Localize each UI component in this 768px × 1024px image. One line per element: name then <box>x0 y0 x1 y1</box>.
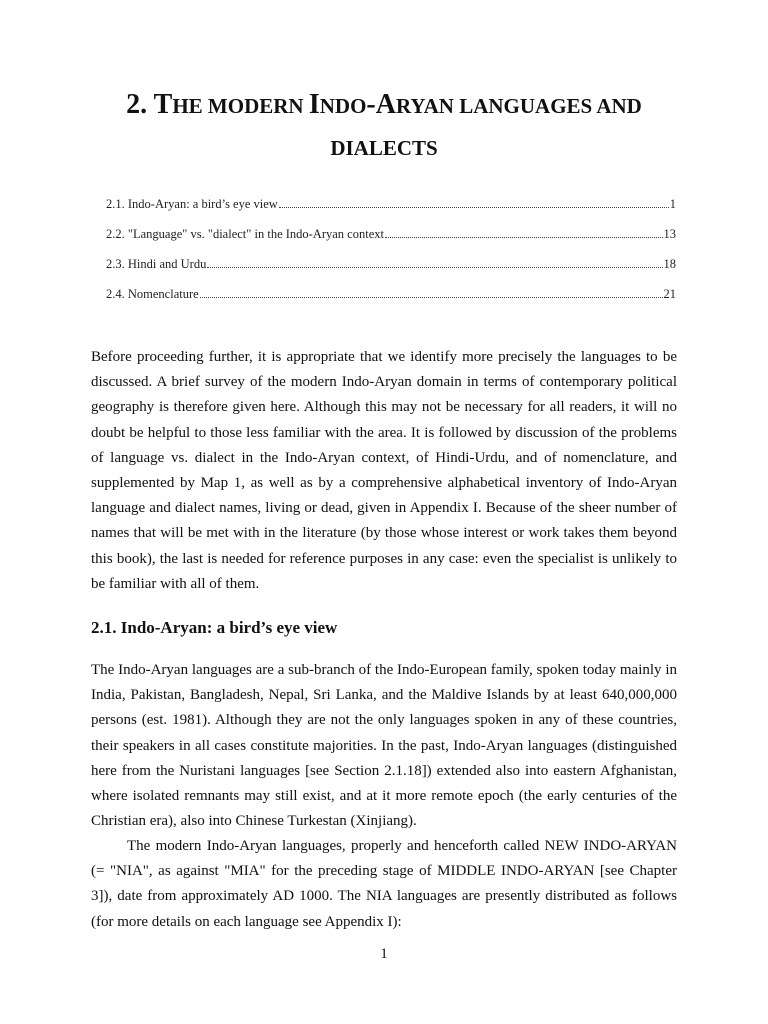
toc-leader-dots <box>279 207 669 208</box>
section-heading: 2.1. Indo-Aryan: a bird’s eye view <box>91 618 338 637</box>
toc-entry-page: 1 <box>669 197 676 211</box>
toc-entry-page: 18 <box>663 257 676 271</box>
intro-paragraph: Before proceeding further, it is appropriate that we identify more precisely the languages to be discussed. A brief survey of the modern Indo-Aryan domain in terms of contemporary political geography is therefore given here. Although this may not be necessary for all readers, it will no doubt be helpful to those less familiar with the area. It is followed by discussion of the problems of language vs. dialect in the Indo-Aryan context, of Hindi-Urdu, and of nomenclature, and supplemented by Map 1, as well as by a comprehensive alphabetical inventory of Indo-Aryan language and dialect names, living or dead, given in Appendix I. Because of the sheer number of names that will be met with in the literature (by those whose interest or work takes them beyond this book), the last is needed for reference purposes in any case: even the specialist is unlikely to be familiar with all of them. <box>91 349 677 592</box>
toc-entry-label: 2.1. Indo-Aryan: a bird’s eye view <box>106 197 278 211</box>
toc-entry[interactable] <box>106 257 676 287</box>
chapter-title <box>60 84 708 169</box>
toc-entry[interactable] <box>106 227 676 257</box>
toc-leader-dots <box>200 297 663 298</box>
toc-entry-page: 13 <box>663 227 676 241</box>
toc-entry-label: 2.3. Hindi and Urdu <box>106 257 207 271</box>
toc-entry-page: 21 <box>663 287 676 301</box>
toc-entry-label: 2.2. "Language" vs. "dialect" in the Indo-Aryan context <box>106 227 384 241</box>
chapter-title-line-2: DIALECTS <box>330 136 438 160</box>
toc-entry[interactable] <box>106 197 676 227</box>
table-of-contents <box>106 197 676 317</box>
page-number: 1 <box>380 946 388 962</box>
chapter-title-line-1: 2. THE MODERN INDO-ARYAN LANGUAGES AND <box>126 89 642 120</box>
toc-leader-dots <box>385 237 663 238</box>
toc-entry-label: 2.4. Nomenclature <box>106 287 199 301</box>
toc-entry[interactable] <box>106 287 676 317</box>
body-paragraph: The Indo-Aryan languages are a sub-branch of the Indo-European family, spoken today mainly in India, Pakistan, Bangladesh, Nepal, Sri Lanka, and the Maldive Islands by at least 640,000,000 persons (est. 1981). Although they are not the only languages spoken in any of these countries, their speakers in all cases constitute majorities. In the past, Indo-Aryan languages (distinguished here from the Nuristani languages [see Section 2.1.18]) extended also into eastern Afghanistan, where isolated remnants may still exist, and at it more remote epoch (the early centuries of the Christian era), also into Chinese Turkestan (Xinjiang). <box>91 662 677 830</box>
body-paragraph: The modern Indo-Aryan languages, properly and henceforth called NEW INDO-ARYAN (= "NIA", as against "MIA" for the preceding stage of MIDDLE INDO-ARYAN [see Chapter 3]), date from approximately AD 1000. The NIA languages are presently distributed as follows (for more details on each language see Appendix I): <box>91 838 677 930</box>
toc-leader-dots <box>207 267 662 268</box>
